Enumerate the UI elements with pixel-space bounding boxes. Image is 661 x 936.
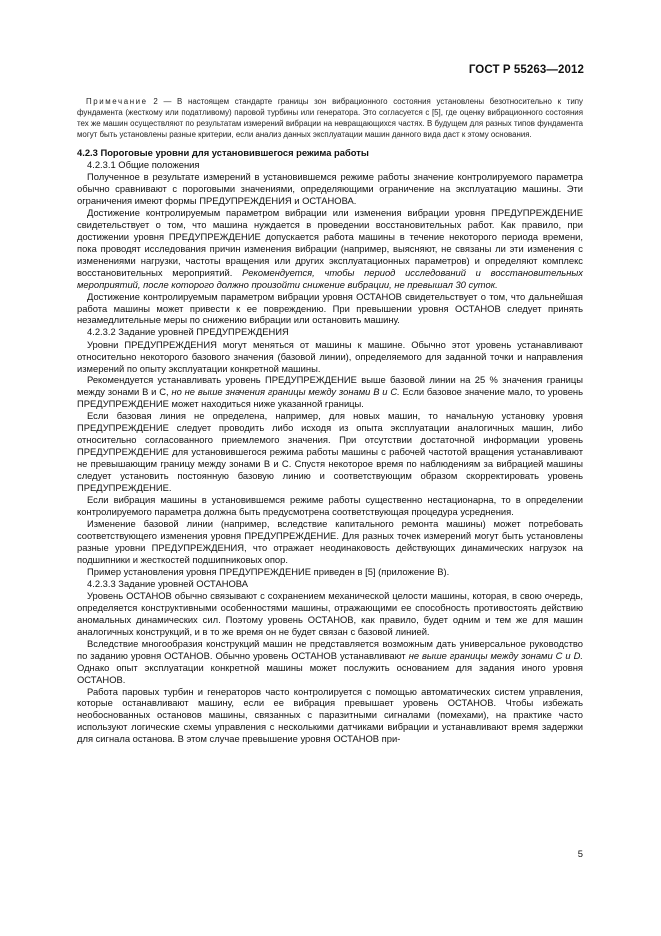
paragraph-11-text: Вследствие многообразия конструкций машин не представляется возможным дать универсальное руководство по заданию уровня ОСТАНОВ. Обычно уровень ОСТАНОВ устанавливают (77, 637, 583, 661)
paragraph-5-tail: Если базовое значение мало, то уровень ПРЕДУПРЕЖДЕНИЕ может находиться ниже указанной границы. (77, 386, 583, 410)
subsection-number: 4.2.3.1 (87, 158, 116, 170)
note-text: — В настоящем стандарте границы зон вибрационного состояния установлены безотносительно к типу фундамента (жесткому или податливому) паровой турбины или генератора. Это согласуется с [5], где оценку вибрационного состояния тех же машин осуществляют по результатам измерений вибрации на невращающихся частях. В будущем для разных типов фундамента могут быть установлены разные критерии, если анализ данных эксплуатации машин данного вида даст к этому основания. (77, 97, 583, 139)
paragraph-5-emphasis: но не выше значения границы между зонами В и С. (171, 386, 400, 398)
note-label: Примечание (86, 97, 148, 106)
note-number: 2 (153, 97, 158, 106)
section-body (77, 159, 583, 745)
standard-code-header: ГОСТ Р 55263—2012 (468, 64, 584, 76)
paragraph-11-tail: Однако опыт эксплуатации конкретной машины может послужить основанием для задания иного уровня ОСТАНОВ. (77, 661, 583, 685)
page-number: 5 (577, 848, 583, 859)
paragraph-2-text: Достижение контролируемым параметром вибрации или изменения вибрации уровня ПРЕДУПРЕЖДЕНИЕ свидетельствует о том, что машина нуждается в проведении восстановительных работ. Как правило, при достижении уровня ПРЕДУПРЕЖДЕНИЕ допускается работа машины в течение некоторого периода времени, пока проводят исследования причин изменения вибрации (например, выясняют, не связаны ли эти изменения с изменениями нагрузки, частоты вращения или других эксплуатационных параметров) и определяют комплекс восстановительных мероприятий. (77, 206, 583, 278)
paragraph-2 (77, 207, 583, 291)
paragraph-7: Если вибрация машины в установившемся режиме работы существенно нестационарна, то в определении контролируемого параметра должна быть предусмотрена соответствующая процедура усреднения. (77, 494, 583, 517)
paragraph-6: Если базовая линия не определена, например, для новых машин, то начальную установку уровня ПРЕДУПРЕЖДЕНИЕ следует проводить либо исходя из опыта эксплуатации аналогичных машин, либо относительно согласованного приемлемого значения. При отсутствии достаточной информации уровень ПРЕДУПРЕЖДЕНИЕ для установившегося режима работы машины с рабочей частотой вращения устанавливают не превышающим границу между зонами В и С. Спустя некоторое время по наблюдениям за вибрацией машины следует установить постоянную базовую линию и соответствующим образом скорректировать уровень ПРЕДУПРЕЖДЕНИЕ. (77, 410, 583, 494)
note-paragraph (77, 97, 583, 141)
paragraph-4: Уровни ПРЕДУПРЕЖДЕНИЯ могут меняться от машины к машине. Обычно этот уровень устанавливают относительно некоторого базового значения (базовой линии), определяемого для заданной точки и направления измерений по опыту эксплуатации конкретной машины. (77, 338, 583, 374)
subsection-number: 4.2.3.3 (87, 577, 116, 589)
paragraph-11-emphasis: не выше границы между зонами С и D. (408, 649, 583, 661)
subsection-heading-1 (77, 159, 583, 171)
paragraph-9: Пример установления уровня ПРЕДУПРЕЖДЕНИЕ приведен в [5] (приложение В). (87, 565, 450, 577)
section-heading (77, 147, 583, 159)
paragraph-10: Уровень ОСТАНОВ обычно связывают с сохранением механической целости машины, которая, в свою очередь, определяется конструктивными особенностями машины, отражающими ее способность противостоять действию аномальных динамических сил. Поэтому уровень ОСТАНОВ, как правило, будет одним и тем же для машин аналогичных конструкций, и в то же время он не будет связан с базовой линией. (77, 589, 583, 637)
subsection-title: Общие положения (118, 158, 200, 170)
subsection-number: 4.2.3.2 (87, 326, 116, 338)
subsection-heading-2 (77, 326, 583, 338)
subsection-title: Задание уровней ОСТАНОВА (118, 577, 248, 589)
paragraph-12: Работа паровых турбин и генераторов часто контролируется с помощью автоматических систем управления, которые останавливают машину, если ее вибрация превышает уровень ОСТАНОВ. Чтобы избежать необоснованных остановов машины, связанных с паразитными сигналами (помехами), на практике часто используют логические схемы управления с несколькими датчиками вибрации и устанавливают время задержки для сигнала останова. В этом случае превышение уровня ОСТАНОВ при- (77, 685, 583, 745)
subsection-title: Задание уровней ПРЕДУПРЕЖДЕНИЯ (118, 326, 289, 338)
paragraph-8: Изменение базовой линии (например, вследствие капитального ремонта машины) может потребовать соответствующего изменения уровня ПРЕДУПРЕЖДЕНИЕ. Для разных точек измерений могут быть установлены разные уровни ПРЕДУПРЕЖДЕНИЯ, что отражает неодинаковость действующих динамических нагрузок на подшипники и жесткостей подшипниковых опор. (77, 517, 583, 565)
paragraph-2-recommendation: Рекомендуется, чтобы период исследований и восстановительных мероприятий, после которого должно произойти снижение вибрации, не превышал 30 суток. (77, 266, 583, 290)
page-content (77, 97, 583, 745)
section-title: Пороговые уровни для установившегося режима работы (100, 146, 369, 158)
paragraph-5-text: Рекомендуется устанавливать уровень ПРЕДУПРЕЖДЕНИЕ выше базовой линии на 25 % значения границы между зонами В и С, (77, 374, 583, 398)
section-number: 4.2.3 (77, 146, 98, 158)
paragraph-1: Полученное в результате измерений в установившемся режиме работы значение контролируемого параметра обычно сравнивают с пороговыми значениями, определяющими ограничение на эксплуатацию машины. Эти ограничения имеют формы ПРЕДУПРЕЖДЕНИЯ и ОСТАНОВА. (77, 171, 583, 206)
paragraph-5 (77, 374, 583, 410)
paragraph-3: Достижение контролируемым параметром вибрации уровня ОСТАНОВ свидетельствует о том, что дальнейшая работа машины может привести к ее повреждению. При превышении уровня ОСТАНОВ следует принять незамедлительные меры по снижению вибрации или остановить машину. (77, 290, 583, 326)
note-block (77, 97, 583, 141)
paragraph-11 (77, 638, 583, 686)
subsection-heading-3 (77, 578, 583, 590)
